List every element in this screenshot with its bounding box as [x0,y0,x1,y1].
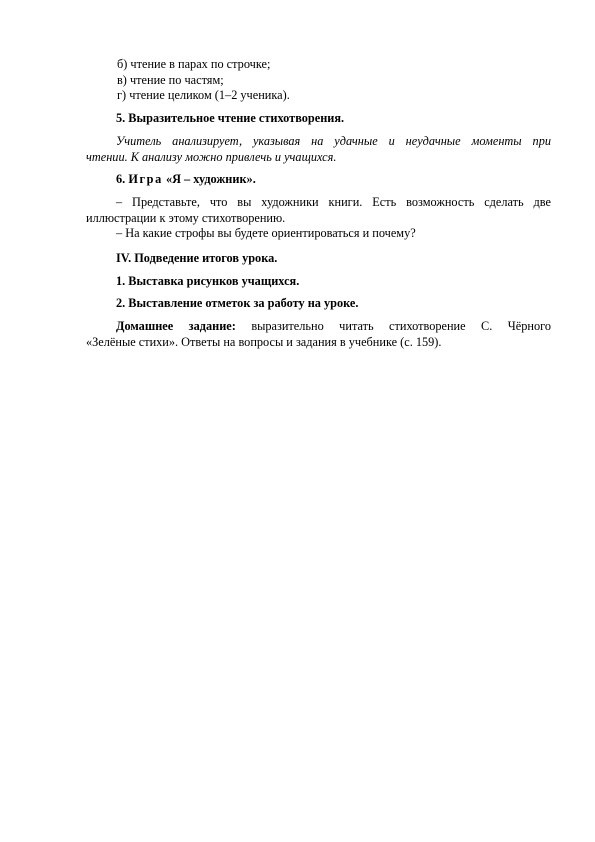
task1-line2: иллюстрации к этому стихотворению. [86,210,286,225]
homework-text: выразительно читать стихотворение С. Чёрного [251,319,551,334]
section5-heading: 5. Выразительное чтение стихотворения. [116,111,345,126]
task1-line1: – Представьте, что вы художники книги. Есть возможность сделать две [116,194,551,209]
item-drawings-exhibition: 1. Выставка рисунков учащихся. [116,273,300,288]
section6-number: 6. [116,172,126,187]
list-item-parts: в) чтение по частям; [117,72,224,87]
homework-line1 [86,319,551,335]
list-item-whole: г) чтение целиком (1–2 ученика). [117,88,290,103]
teacher-note-line2: чтении. К анализу можно привлечь и учащихся. [86,149,337,164]
section6-title: «Я – художник». [165,172,256,187]
teacher-note-line1: Учитель анализирует, указывая на удачные и неудачные моменты при [116,133,551,148]
lesson-plan-text [86,57,551,351]
homework-label: Домашнее задание: [116,319,236,334]
task2: – На какие строфы вы будете ориентироваться и почему? [116,226,416,241]
section6-heading [86,172,551,188]
list-item-pairs: б) чтение в парах по строчке; [117,57,271,71]
homework-line2: «Зелёные стихи». Ответы на вопросы и задания в учебнике (с. 159). [86,334,442,349]
item-grading: 2. Выставление отметок за работу на уроке. [116,296,359,311]
section6-game-label: Игра [128,172,163,187]
part4-heading: IV. Подведение итогов урока. [116,251,278,266]
